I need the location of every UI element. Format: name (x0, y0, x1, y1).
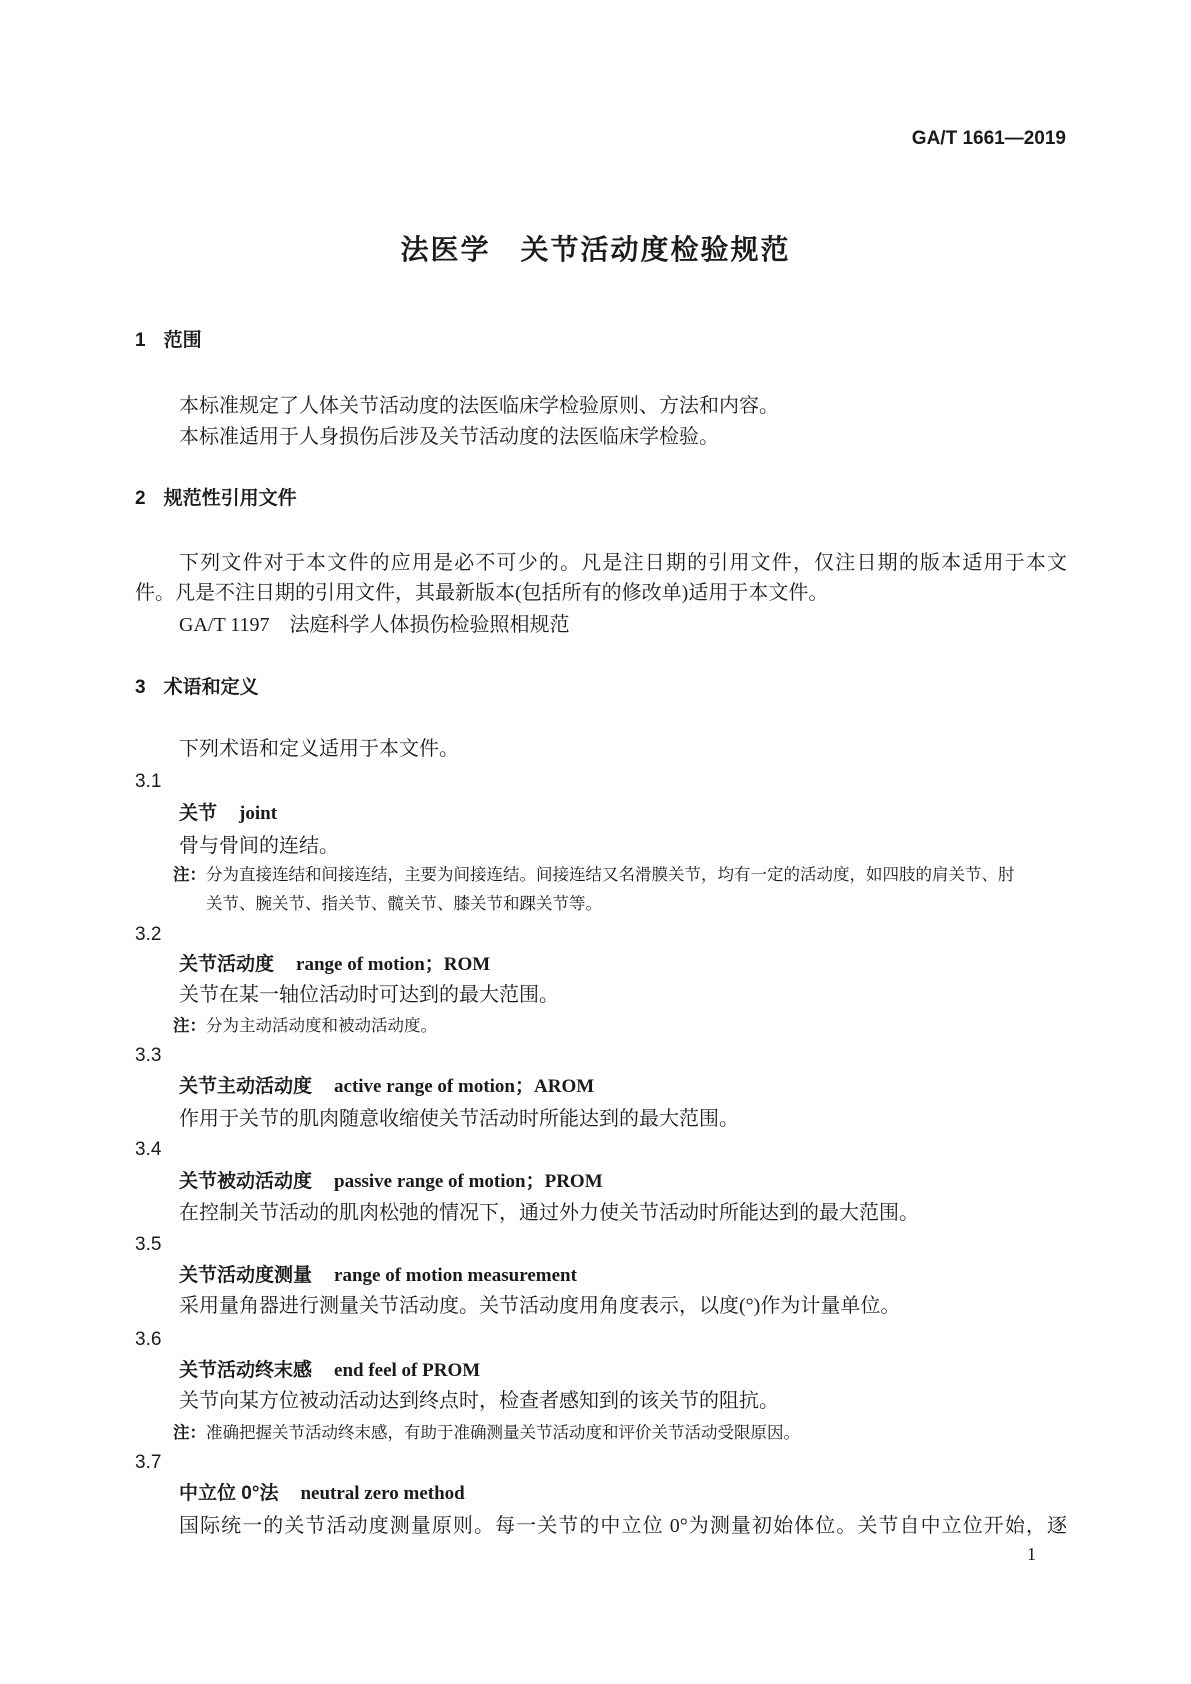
section-title: 术语和定义 (163, 677, 259, 698)
normative-reference: GA/T 1197 法庭科学人体损伤检验照相规范 (179, 614, 570, 636)
term-en: neutral zero method (300, 1483, 465, 1504)
paragraph: 下列术语和定义适用于本文件。 (179, 738, 459, 760)
term-heading (179, 802, 277, 826)
standard-number: GA/T 1661—2019 (911, 128, 1066, 149)
term-definition: 在控制关节活动的肌肉松弛的情况下，通过外力使关节活动时所能达到的最大范围。 (179, 1202, 919, 1224)
term-number: 3.1 (135, 771, 162, 792)
term-number: 3.4 (135, 1139, 162, 1160)
term-definition: 采用量角器进行测量关节活动度。关节活动度用角度表示，以度(°)作为计量单位。 (179, 1295, 901, 1317)
term-en: range of motion measurement (334, 1265, 577, 1286)
note-text: 分为主动活动度和被动活动度。 (206, 1016, 437, 1035)
term-number: 3.6 (135, 1329, 162, 1350)
term-definition: 骨与骨间的连结。 (179, 835, 339, 857)
paragraph-line: 下列文件对于本文件的应用是必不可少的。凡是注日期的引用文件，仅注日期的版本适用于本文 (179, 552, 1067, 574)
term-heading (179, 1359, 480, 1383)
term-en: end feel of PROM (334, 1360, 481, 1381)
page-number: 1 (1027, 1544, 1036, 1564)
term-zh: 关节被动活动度 (179, 1171, 313, 1192)
term-note (173, 1014, 437, 1038)
term-note-continued: 关节、腕关节、指关节、髋关节、膝关节和踝关节等。 (206, 894, 602, 913)
term-zh: 关节主动活动度 (179, 1076, 313, 1097)
term-zh: 中立位 0°法 (179, 1483, 279, 1504)
section-3-heading (135, 676, 277, 700)
paragraph: 本标准适用于人身损伤后涉及关节活动度的法医临床学检验。 (179, 426, 719, 448)
term-number: 3.7 (135, 1452, 162, 1473)
term-heading (179, 953, 490, 977)
term-definition: 作用于关节的肌肉随意收缩使关节活动时所能达到的最大范围。 (179, 1108, 739, 1130)
term-en: passive range of motion；PROM (334, 1171, 603, 1192)
section-2-heading (135, 487, 315, 511)
term-number: 3.3 (135, 1045, 162, 1066)
term-zh: 关节活动度 (179, 954, 275, 975)
term-number: 3.5 (135, 1234, 162, 1255)
page-title: 法医学 关节活动度检验规范 (400, 234, 791, 265)
term-en: range of motion；ROM (296, 954, 491, 975)
term-heading (179, 1170, 603, 1194)
term-definition: 关节向某方位被动活动达到终点时，检查者感知到的该关节的阻抗。 (179, 1390, 779, 1412)
term-zh: 关节活动终末感 (179, 1360, 313, 1381)
term-zh: 关节活动度测量 (179, 1265, 313, 1286)
paragraph-line: 件。凡是不注日期的引用文件，其最新版本(包括所有的修改单)适用于本文件。 (135, 582, 829, 604)
section-number: 3 (135, 677, 146, 698)
note-label: 注： (173, 866, 206, 884)
term-heading (179, 1264, 577, 1288)
section-number: 2 (135, 488, 146, 509)
term-definition: 国际统一的关节活动度测量原则。每一关节的中立位 0°为测量初始体位。关节自中立位开始，逐 (179, 1515, 1067, 1537)
term-heading (179, 1482, 465, 1506)
term-note (173, 863, 1015, 887)
paragraph: 本标准规定了人体关节活动度的法医临床学检验原则、方法和内容。 (179, 395, 779, 417)
note-text: 准确把握关节活动终末感，有助于准确测量关节活动度和评价关节活动受限原因。 (206, 1423, 800, 1442)
section-title: 范围 (163, 330, 202, 351)
section-1-heading (135, 329, 220, 353)
term-en: active range of motion；AROM (334, 1076, 595, 1097)
note-label: 注： (173, 1424, 206, 1442)
term-number: 3.2 (135, 924, 162, 945)
note-text: 分为直接连结和间接连结，主要为间接连结。间接连结又名滑膜关节，均有一定的活动度，如四肢的肩关节、肘 (206, 865, 1015, 884)
note-label: 注： (173, 1017, 206, 1035)
term-en: joint (239, 803, 278, 824)
term-zh: 关节 (179, 803, 218, 824)
section-number: 1 (135, 330, 146, 351)
term-definition: 关节在某一轴位活动时可达到的最大范围。 (179, 984, 559, 1006)
section-title: 规范性引用文件 (163, 488, 297, 509)
term-note (173, 1421, 800, 1445)
term-heading (179, 1075, 594, 1099)
